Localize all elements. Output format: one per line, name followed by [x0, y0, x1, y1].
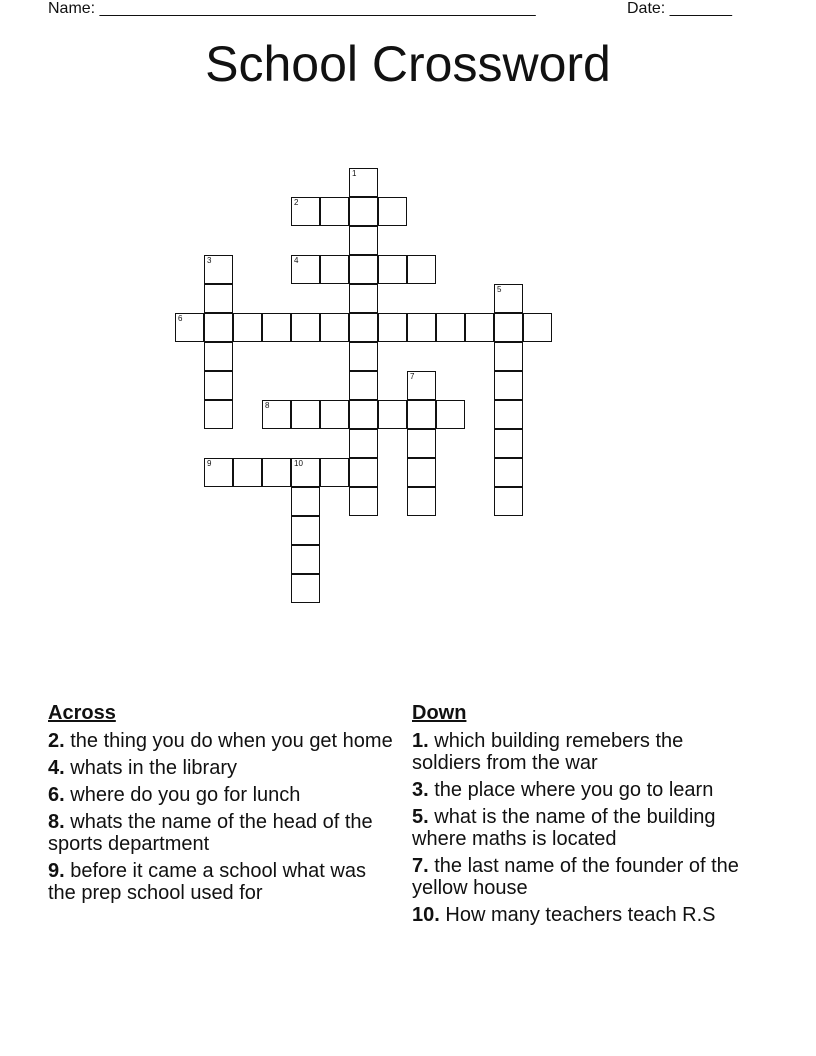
crossword-cell[interactable]	[233, 458, 262, 487]
crossword-cell[interactable]	[378, 313, 407, 342]
cell-number: 6	[178, 314, 183, 323]
clue-number: 6.	[48, 784, 65, 806]
crossword-cell[interactable]	[291, 574, 320, 603]
across-clue	[48, 730, 393, 752]
crossword-cell[interactable]	[407, 255, 436, 284]
cell-number: 10	[294, 459, 303, 468]
crossword-cell[interactable]	[204, 342, 233, 371]
crossword-cell[interactable]	[494, 284, 523, 313]
crossword-cell[interactable]	[349, 226, 378, 255]
clue-text: whats the name of the head of the sports department	[48, 811, 373, 855]
clue-text: what is the name of the building where maths is located	[412, 806, 716, 850]
down-clue	[412, 779, 757, 801]
down-clue	[412, 904, 757, 926]
clue-text: before it came a school what was the prep school used for	[48, 860, 366, 904]
clue-number: 7.	[412, 855, 429, 877]
crossword-cell[interactable]	[291, 197, 320, 226]
crossword-cell[interactable]	[378, 400, 407, 429]
across-heading: Across	[48, 702, 116, 724]
clue-text: which building remebers the soldiers from the war	[412, 730, 684, 774]
cell-number: 8	[265, 401, 270, 410]
crossword-cell[interactable]	[494, 400, 523, 429]
crossword-cell[interactable]	[262, 313, 291, 342]
date-field-label[interactable]: Date: _______	[627, 0, 732, 17]
crossword-cell[interactable]	[291, 255, 320, 284]
crossword-cell[interactable]	[320, 458, 349, 487]
crossword-cell[interactable]	[262, 400, 291, 429]
crossword-cell[interactable]	[349, 487, 378, 516]
crossword-cell[interactable]	[378, 197, 407, 226]
crossword-cell[interactable]	[291, 487, 320, 516]
crossword-cell[interactable]	[291, 313, 320, 342]
crossword-cell[interactable]	[349, 342, 378, 371]
clue-number: 5.	[412, 806, 429, 828]
clue-text: whats in the library	[70, 757, 237, 779]
crossword-cell[interactable]	[291, 458, 320, 487]
crossword-cell[interactable]	[378, 255, 407, 284]
crossword-cell[interactable]	[291, 400, 320, 429]
crossword-cell[interactable]	[349, 313, 378, 342]
page-title: School Crossword	[205, 36, 611, 92]
crossword-cell[interactable]	[523, 313, 552, 342]
down-clue	[412, 730, 757, 774]
crossword-cell[interactable]	[494, 313, 523, 342]
crossword-cell[interactable]	[320, 313, 349, 342]
crossword-cell[interactable]	[349, 458, 378, 487]
crossword-cell[interactable]	[320, 255, 349, 284]
cell-number: 1	[352, 169, 357, 178]
crossword-cell[interactable]	[349, 168, 378, 197]
clue-text: where do you go for lunch	[70, 784, 301, 806]
crossword-cell[interactable]	[262, 458, 291, 487]
down-heading: Down	[412, 702, 467, 724]
crossword-cell[interactable]	[233, 313, 262, 342]
crossword-cell[interactable]	[349, 400, 378, 429]
across-clues	[48, 702, 393, 909]
down-clue	[412, 855, 757, 899]
crossword-cell[interactable]	[349, 284, 378, 313]
crossword-cell[interactable]	[436, 313, 465, 342]
clue-text: the thing you do when you get home	[70, 730, 393, 752]
across-clue	[48, 757, 393, 779]
clue-number: 9.	[48, 860, 65, 882]
crossword-cell[interactable]	[204, 371, 233, 400]
clue-number: 8.	[48, 811, 65, 833]
crossword-cell[interactable]	[320, 400, 349, 429]
crossword-cell[interactable]	[291, 516, 320, 545]
cell-number: 9	[207, 459, 212, 468]
crossword-cell[interactable]	[349, 371, 378, 400]
clue-number: 4.	[48, 757, 65, 779]
clue-number: 1.	[412, 730, 429, 752]
crossword-cell[interactable]	[349, 197, 378, 226]
crossword-cell[interactable]	[494, 487, 523, 516]
across-clue	[48, 860, 393, 904]
crossword-cell[interactable]	[407, 458, 436, 487]
crossword-cell[interactable]	[494, 429, 523, 458]
clue-number: 2.	[48, 730, 65, 752]
cell-number: 3	[207, 256, 212, 265]
crossword-cell[interactable]	[494, 458, 523, 487]
crossword-cell[interactable]	[436, 400, 465, 429]
crossword-cell[interactable]	[175, 313, 204, 342]
crossword-cell[interactable]	[204, 313, 233, 342]
cell-number: 7	[410, 372, 415, 381]
crossword-cell[interactable]	[407, 371, 436, 400]
crossword-cell[interactable]	[291, 545, 320, 574]
crossword-cell[interactable]	[407, 400, 436, 429]
crossword-cell[interactable]	[320, 197, 349, 226]
cell-number: 4	[294, 256, 299, 265]
across-clue	[48, 811, 393, 855]
crossword-cell[interactable]	[465, 313, 494, 342]
clue-number: 10.	[412, 904, 440, 926]
crossword-cell[interactable]	[349, 255, 378, 284]
crossword-cell[interactable]	[204, 255, 233, 284]
name-field-label[interactable]: Name: _________________________________________________	[48, 0, 536, 17]
clue-text: How many teachers teach R.S	[445, 904, 716, 926]
crossword-cell[interactable]	[407, 313, 436, 342]
crossword-cell[interactable]	[494, 342, 523, 371]
crossword-cell[interactable]	[204, 400, 233, 429]
clue-text: the last name of the founder of the yellow house	[412, 855, 739, 899]
crossword-cell[interactable]	[407, 487, 436, 516]
crossword-cell[interactable]	[494, 371, 523, 400]
crossword-cell[interactable]	[407, 429, 436, 458]
crossword-cell[interactable]	[349, 429, 378, 458]
down-clues	[412, 702, 757, 931]
cell-number: 2	[294, 198, 299, 207]
cell-number: 5	[497, 285, 502, 294]
crossword-cell[interactable]	[204, 284, 233, 313]
across-clue	[48, 784, 393, 806]
clue-text: the place where you go to learn	[434, 779, 714, 801]
clue-number: 3.	[412, 779, 429, 801]
crossword-cell[interactable]	[204, 458, 233, 487]
down-clue	[412, 806, 757, 850]
